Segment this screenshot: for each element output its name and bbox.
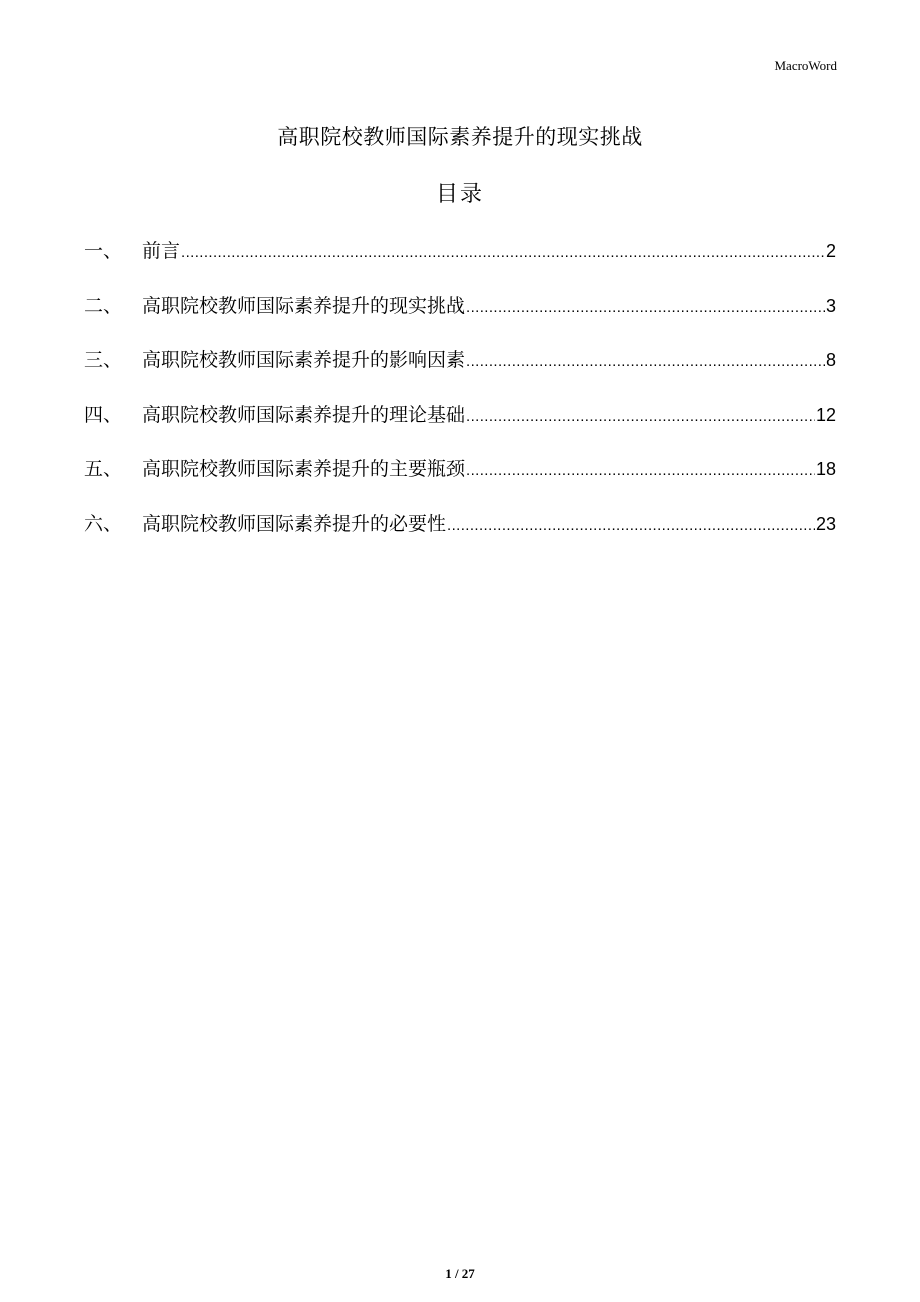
toc-entry-page[interactable]: 8: [825, 350, 836, 371]
toc-entry[interactable]: [84, 454, 836, 484]
toc-dot-leader: [466, 402, 815, 432]
toc-entry[interactable]: [84, 509, 836, 539]
toc-entry-page[interactable]: 2: [825, 241, 836, 261]
toc-heading: 目录: [435, 182, 484, 207]
toc-entry-number: 一、: [84, 240, 123, 262]
toc-entry-title[interactable]: 前言: [142, 240, 181, 262]
toc-dot-leader: [181, 238, 825, 268]
header-brand: MacroWord: [774, 58, 837, 73]
document-title: 高职院校教师国际素养提升的现实挑战: [277, 125, 643, 149]
toc-entry[interactable]: [84, 345, 836, 375]
toc-dot-leader: [466, 293, 825, 323]
toc-entry-page[interactable]: 12: [815, 404, 836, 425]
page-indicator: 1 / 27: [445, 1266, 475, 1281]
toc-entry-title[interactable]: 高职院校教师国际素养提升的现实挑战: [142, 294, 466, 317]
toc-entry[interactable]: [84, 236, 836, 266]
toc-entry[interactable]: [84, 291, 836, 321]
toc-entry-page[interactable]: 3: [825, 295, 836, 316]
toc-entry-title[interactable]: 高职院校教师国际素养提升的必要性: [142, 512, 447, 535]
toc-dot-leader: [447, 511, 815, 541]
toc-entry-page[interactable]: 18: [815, 459, 836, 480]
toc-entry-title[interactable]: 高职院校教师国际素养提升的影响因素: [142, 349, 466, 372]
toc-dot-leader: [466, 456, 815, 486]
toc-entry-number: 五、: [84, 458, 123, 481]
table-of-contents: [84, 236, 836, 564]
toc-entry-number: 二、: [84, 294, 123, 317]
toc-entry-title[interactable]: 高职院校教师国际素养提升的主要瓶颈: [142, 458, 466, 481]
toc-entry-page[interactable]: 23: [815, 513, 836, 534]
toc-entry-number: 三、: [84, 349, 123, 372]
toc-entry-title[interactable]: 高职院校教师国际素养提升的理论基础: [142, 403, 466, 426]
toc-entry-number: 四、: [84, 403, 123, 426]
toc-entry-number: 六、: [84, 512, 123, 535]
toc-dot-leader: [466, 347, 825, 377]
toc-entry[interactable]: [84, 400, 836, 430]
